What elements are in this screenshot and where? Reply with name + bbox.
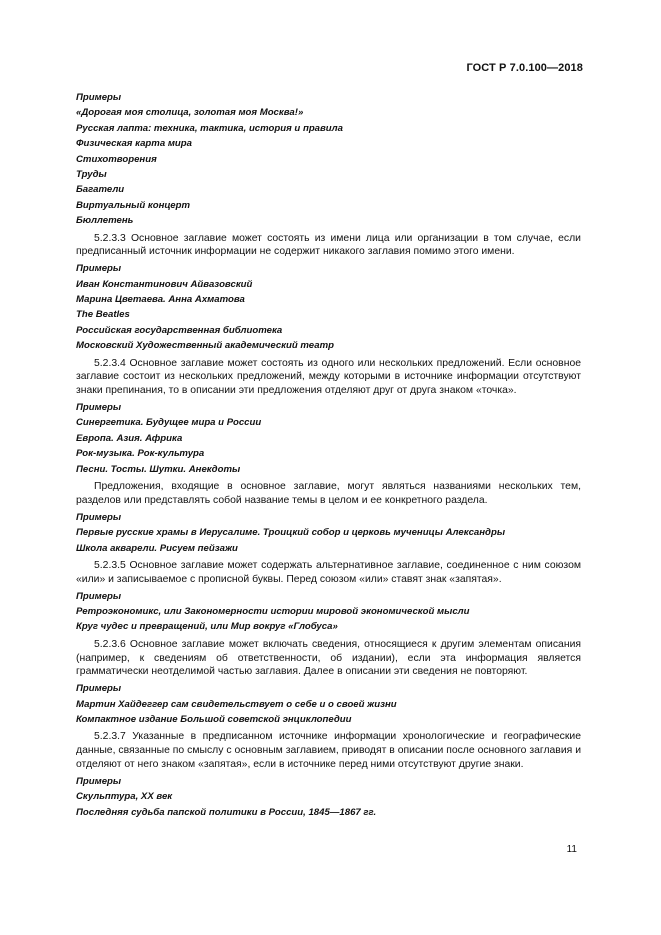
example-line: Московский Художественный академический театр	[76, 340, 334, 352]
example-line: The Beatles	[76, 309, 130, 321]
example-line: Ретроэкономикс, или Закономерности истории мировой экономической мысли	[76, 605, 470, 617]
standard-header: ГОСТ Р 7.0.100—2018	[466, 62, 583, 74]
example-line: Последняя судьба папской политики в России, 1845—1867 гг.	[76, 806, 377, 818]
example-line: Стихотворения	[76, 153, 157, 165]
body-paragraph: 5.2.3.5 Основное заглавие может содержать альтернативное заглавие, соединенное с ним союзом «или» и записываемое с прописной буквы. Перед союзом «или» ставят знак «запятая».	[76, 559, 581, 585]
example-line: Синергетика. Будущее мира и России	[76, 417, 262, 429]
example-line: Багатели	[76, 184, 125, 196]
example-line: Скульптура, XX век	[76, 791, 173, 803]
example-line: Мартин Хайдеггер сам свидетельствует о себе и о своей жизни	[76, 698, 397, 710]
examples-heading: Примеры	[76, 263, 122, 275]
example-line: Компактное издание Большой советской энциклопедии	[76, 713, 352, 725]
document-body	[76, 90, 581, 820]
example-line: Европа. Азия. Африка	[76, 432, 183, 444]
example-line: Виртуальный концерт	[76, 199, 190, 211]
body-paragraph: 5.2.3.3 Основное заглавие может состоять из имени лица или организации в том случае, если предписанный источник информации не содержит никакого заглавия помимо этого имени.	[76, 232, 581, 258]
example-line: Рок-музыка. Рок-культура	[76, 448, 205, 460]
example-line: Физическая карта мира	[76, 138, 192, 150]
page-number: 11	[566, 844, 577, 855]
examples-heading: Примеры	[76, 92, 122, 103]
example-line: Бюллетень	[76, 215, 134, 227]
example-line: Иван Константинович Айвазовский	[76, 278, 253, 290]
example-line: Марина Цветаева. Анна Ахматова	[76, 294, 245, 306]
body-paragraph: 5.2.3.7 Указанные в предписанном источнике информации хронологические и географические данные, связанные по смыслу с основным заглавием, приводят в описании после основного заглавия и отделяют от него знаком «запятая», если в источнике перед ними отсутствуют другие знаки.	[76, 731, 581, 770]
example-line: Песни. Тосты. Шутки. Анекдоты	[76, 463, 241, 475]
body-paragraph: 5.2.3.4 Основное заглавие может состоять из одного или нескольких предложений. Если основное заглавие состоит из нескольких предложений, между которыми в источнике информации отсутствуют знаки препинания, то в описании эти предложения отделяют друг от друга знаком «точка».	[76, 357, 581, 397]
body-paragraph: 5.2.3.6 Основное заглавие может включать сведения, относящиеся к другим элементам описания (например, к сведениям об ответственности, об издании), если эта информация является грамматически неотделимой частью заглавия. Далее в описании эти сведения не повторяют.	[76, 638, 581, 678]
example-line: Круг чудес и превращений, или Мир вокруг «Глобуса»	[76, 621, 338, 633]
example-line: Первые русские храмы в Иерусалиме. Троицкий собор и церковь мученицы Александры	[76, 527, 506, 539]
examples-heading: Примеры	[76, 590, 122, 602]
example-line: Труды	[76, 169, 107, 181]
body-paragraph: Предложения, входящие в основное заглавие, могут являться названиями нескольких тем, разделов или представлять собой название темы в целом и ее конкретного раздела.	[76, 481, 581, 506]
example-line: Школа акварели. Рисуем пейзажи	[76, 542, 238, 554]
example-line: Российская государственная библиотека	[76, 324, 283, 336]
examples-heading: Примеры	[76, 511, 122, 523]
examples-heading: Примеры	[76, 402, 122, 414]
examples-heading: Примеры	[76, 775, 122, 787]
example-line: Русская лапта: техника, тактика, история и правила	[76, 122, 343, 134]
examples-heading: Примеры	[76, 683, 122, 695]
example-line: «Дорогая моя столица, золотая моя Москва!»	[76, 107, 304, 119]
